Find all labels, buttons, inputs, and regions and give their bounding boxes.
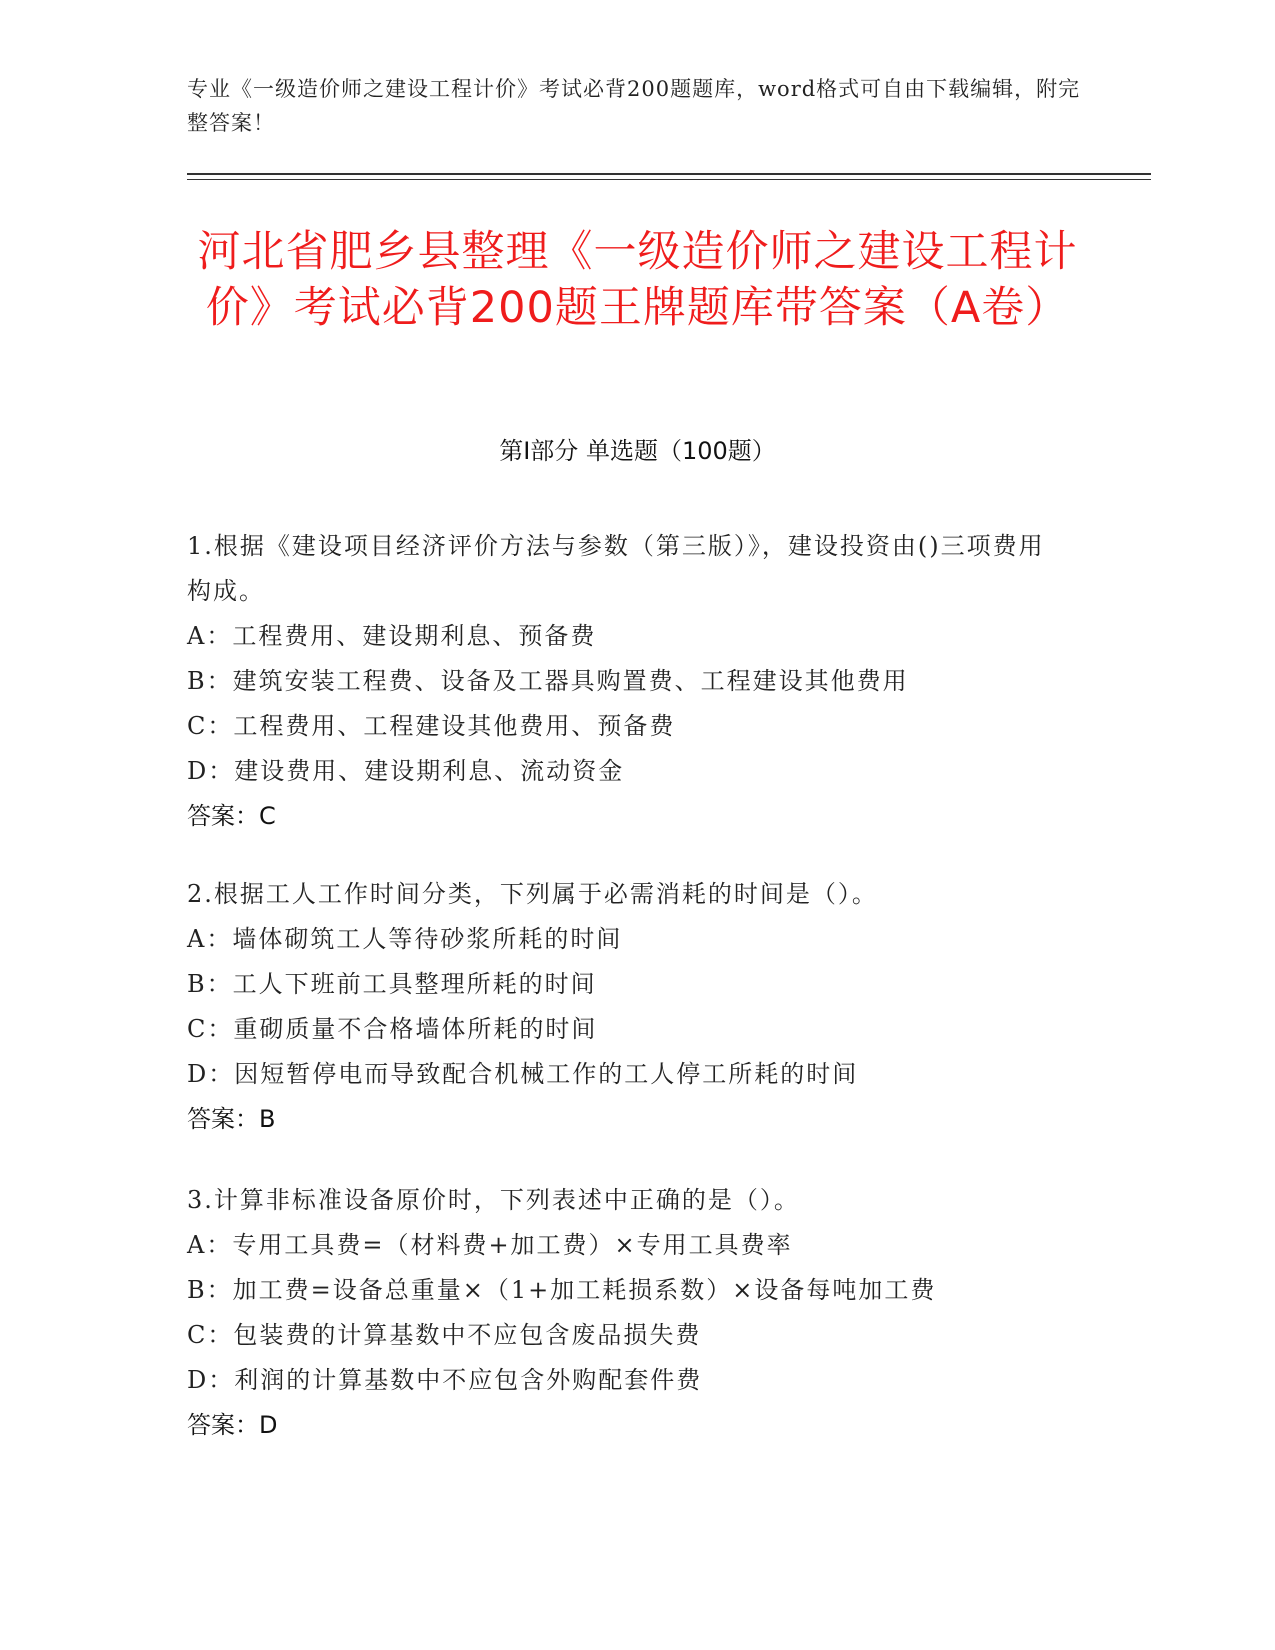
option-b: B：建筑安装工程费、设备及工器具购置费、工程建设其他费用 xyxy=(187,667,909,695)
header-divider-thick xyxy=(187,173,1151,175)
option-a: A：工程费用、建设期利息、预备费 xyxy=(187,622,597,650)
answer-line: 答案：D xyxy=(187,1411,278,1439)
question-item xyxy=(187,872,1067,1142)
option-a: A：专用工具费=（材料费+加工费）×专用工具费率 xyxy=(187,1231,793,1259)
option-d: D：利润的计算基数中不应包含外购配套件费 xyxy=(187,1366,703,1394)
option-c: C：重砌质量不合格墙体所耗的时间 xyxy=(187,1015,598,1043)
question-item xyxy=(187,1178,1067,1448)
option-a: A：墙体砌筑工人等待砂浆所耗的时间 xyxy=(187,925,623,953)
header-note: 专业《一级造价师之建设工程计价》考试必背200题题库，word格式可自由下载编辑，附完整答案！ xyxy=(187,77,1081,135)
document-title: 河北省肥乡县整理《一级造价师之建设工程计价》考试必背200题王牌题库带答案（A卷） xyxy=(197,227,1078,333)
option-c: C：包装费的计算基数中不应包含废品损失费 xyxy=(187,1321,702,1349)
question-stem: 3.计算非标准设备原价时，下列表述中正确的是（）。 xyxy=(187,1186,800,1214)
header-divider-thin xyxy=(187,179,1151,180)
answer-line: 答案：B xyxy=(187,1105,276,1133)
section-title: 第Ⅰ部分 单选题（100题） xyxy=(499,437,776,465)
option-d: D：因短暂停电而导致配合机械工作的工人停工所耗的时间 xyxy=(187,1060,859,1088)
answer-line: 答案：C xyxy=(187,802,276,830)
question-stem: 1.根据《建设项目经济评价方法与参数（第三版）》，建设投资由()三项费用构成。 xyxy=(187,532,1045,605)
option-b: B：加工费=设备总重量×（1+加工耗损系数）×设备每吨加工费 xyxy=(187,1276,937,1304)
option-c: C：工程费用、工程建设其他费用、预备费 xyxy=(187,712,676,740)
question-item xyxy=(187,524,1067,839)
question-stem: 2.根据工人工作时间分类，下列属于必需消耗的时间是（）。 xyxy=(187,880,878,908)
option-d: D：建设费用、建设期利息、流动资金 xyxy=(187,757,625,785)
option-b: B：工人下班前工具整理所耗的时间 xyxy=(187,970,597,998)
